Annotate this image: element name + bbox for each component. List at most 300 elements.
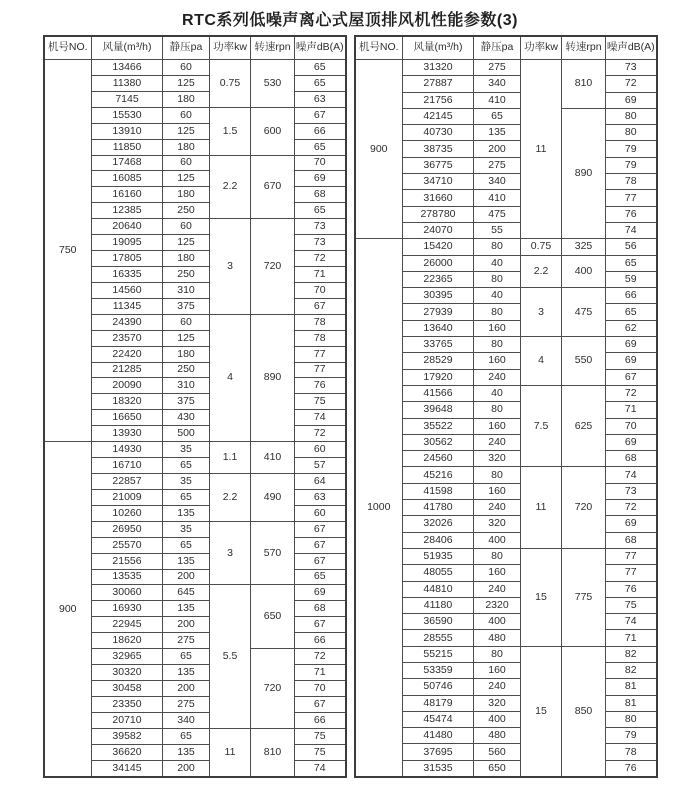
- noise-cell: 68: [295, 601, 346, 617]
- noise-cell: 67: [606, 369, 657, 385]
- static-pressure-cell: 135: [163, 665, 210, 681]
- static-pressure-cell: 310: [163, 378, 210, 394]
- static-pressure-cell: 35: [163, 442, 210, 458]
- col-header-machine-no: 机号NO.: [355, 36, 403, 60]
- air-volume-cell: 7145: [92, 91, 163, 107]
- power-cell: 2.2: [210, 155, 251, 219]
- power-cell: 0.75: [521, 239, 562, 255]
- noise-cell: 72: [295, 251, 346, 267]
- static-pressure-cell: 65: [163, 649, 210, 665]
- noise-cell: 74: [295, 760, 346, 777]
- col-header-speed: 转速rpn: [251, 36, 295, 60]
- speed-cell: 625: [562, 385, 606, 466]
- noise-cell: 65: [295, 569, 346, 585]
- power-cell: 11: [521, 60, 562, 239]
- noise-cell: 67: [295, 553, 346, 569]
- air-volume-cell: 13930: [92, 426, 163, 442]
- speed-cell: 850: [562, 646, 606, 777]
- noise-cell: 74: [606, 222, 657, 238]
- air-volume-cell: 41598: [403, 483, 474, 499]
- noise-cell: 69: [606, 516, 657, 532]
- speed-cell: 475: [562, 288, 606, 337]
- noise-cell: 73: [606, 483, 657, 499]
- noise-cell: 69: [606, 92, 657, 108]
- noise-cell: 65: [606, 255, 657, 271]
- speed-cell: 400: [562, 255, 606, 288]
- speed-cell: 720: [562, 467, 606, 548]
- air-volume-cell: 25570: [92, 537, 163, 553]
- static-pressure-cell: 410: [474, 92, 521, 108]
- air-volume-cell: 33765: [403, 337, 474, 353]
- table-row: [355, 239, 657, 255]
- static-pressure-cell: 180: [163, 139, 210, 155]
- static-pressure-cell: 135: [163, 553, 210, 569]
- static-pressure-cell: 80: [474, 646, 521, 662]
- static-pressure-cell: 475: [474, 206, 521, 222]
- static-pressure-cell: 125: [163, 75, 210, 91]
- air-volume-cell: 16930: [92, 601, 163, 617]
- table-body-left: [44, 60, 346, 778]
- air-volume-cell: 36775: [403, 157, 474, 173]
- noise-cell: 77: [295, 362, 346, 378]
- static-pressure-cell: 160: [474, 353, 521, 369]
- static-pressure-cell: 160: [474, 418, 521, 434]
- noise-cell: 69: [606, 353, 657, 369]
- static-pressure-cell: 160: [474, 662, 521, 678]
- static-pressure-cell: 180: [163, 91, 210, 107]
- static-pressure-cell: 410: [474, 190, 521, 206]
- static-pressure-cell: 180: [163, 346, 210, 362]
- static-pressure-cell: 275: [474, 60, 521, 76]
- static-pressure-cell: 480: [474, 728, 521, 744]
- air-volume-cell: 13535: [92, 569, 163, 585]
- header-row: [355, 36, 657, 60]
- col-header-power: 功率kw: [210, 36, 251, 60]
- power-cell: 5.5: [210, 585, 251, 728]
- noise-cell: 67: [295, 537, 346, 553]
- noise-cell: 78: [606, 744, 657, 760]
- air-volume-cell: 38735: [403, 141, 474, 157]
- air-volume-cell: 12385: [92, 203, 163, 219]
- noise-cell: 76: [295, 378, 346, 394]
- static-pressure-cell: 65: [163, 458, 210, 474]
- speed-cell: 670: [251, 155, 295, 219]
- noise-cell: 68: [295, 187, 346, 203]
- static-pressure-cell: 40: [474, 288, 521, 304]
- air-volume-cell: 30060: [92, 585, 163, 601]
- static-pressure-cell: 125: [163, 171, 210, 187]
- noise-cell: 65: [606, 304, 657, 320]
- air-volume-cell: 18320: [92, 394, 163, 410]
- col-header-static-pressure: 静压pa: [163, 36, 210, 60]
- air-volume-cell: 11850: [92, 139, 163, 155]
- static-pressure-cell: 320: [474, 695, 521, 711]
- static-pressure-cell: 35: [163, 473, 210, 489]
- air-volume-cell: 42145: [403, 108, 474, 124]
- air-volume-cell: 28406: [403, 532, 474, 548]
- speed-cell: 325: [562, 239, 606, 255]
- static-pressure-cell: 240: [474, 369, 521, 385]
- static-pressure-cell: 60: [163, 314, 210, 330]
- air-volume-cell: 16335: [92, 266, 163, 282]
- static-pressure-cell: 125: [163, 123, 210, 139]
- static-pressure-cell: 320: [474, 516, 521, 532]
- air-volume-cell: 278780: [403, 206, 474, 222]
- power-cell: 2.2: [210, 473, 251, 521]
- noise-cell: 80: [606, 108, 657, 124]
- noise-cell: 68: [606, 532, 657, 548]
- air-volume-cell: 39648: [403, 402, 474, 418]
- noise-cell: 72: [606, 76, 657, 92]
- noise-cell: 73: [606, 60, 657, 76]
- noise-cell: 65: [295, 75, 346, 91]
- air-volume-cell: 16650: [92, 410, 163, 426]
- noise-cell: 77: [295, 346, 346, 362]
- noise-cell: 67: [295, 107, 346, 123]
- air-volume-cell: 27887: [403, 76, 474, 92]
- col-header-power: 功率kw: [521, 36, 562, 60]
- static-pressure-cell: 160: [474, 565, 521, 581]
- machine-no-cell: 900: [355, 60, 403, 239]
- power-cell: 7.5: [521, 385, 562, 466]
- static-pressure-cell: 645: [163, 585, 210, 601]
- noise-cell: 70: [295, 282, 346, 298]
- static-pressure-cell: 500: [163, 426, 210, 442]
- static-pressure-cell: 200: [163, 760, 210, 777]
- air-volume-cell: 48179: [403, 695, 474, 711]
- speed-cell: 810: [251, 728, 295, 777]
- col-header-speed: 转速rpn: [562, 36, 606, 60]
- noise-cell: 81: [606, 679, 657, 695]
- noise-cell: 73: [295, 219, 346, 235]
- air-volume-cell: 48055: [403, 565, 474, 581]
- speed-cell: 775: [562, 548, 606, 646]
- air-volume-cell: 19095: [92, 235, 163, 251]
- noise-cell: 78: [295, 314, 346, 330]
- machine-no-cell: 1000: [355, 239, 403, 777]
- air-volume-cell: 41180: [403, 597, 474, 613]
- air-volume-cell: 11345: [92, 298, 163, 314]
- air-volume-cell: 23350: [92, 696, 163, 712]
- noise-cell: 80: [606, 711, 657, 727]
- speed-cell: 650: [251, 585, 295, 649]
- air-volume-cell: 55215: [403, 646, 474, 662]
- static-pressure-cell: 160: [474, 320, 521, 336]
- static-pressure-cell: 240: [474, 434, 521, 450]
- speed-cell: 530: [251, 60, 295, 108]
- speed-cell: 720: [251, 649, 295, 729]
- machine-no-cell: 900: [44, 442, 92, 777]
- air-volume-cell: 14930: [92, 442, 163, 458]
- air-volume-cell: 37695: [403, 744, 474, 760]
- air-volume-cell: 17920: [403, 369, 474, 385]
- static-pressure-cell: 340: [474, 76, 521, 92]
- performance-table-left: [43, 35, 347, 778]
- machine-no-cell: 750: [44, 60, 92, 442]
- air-volume-cell: 13640: [403, 320, 474, 336]
- air-volume-cell: 21556: [92, 553, 163, 569]
- air-volume-cell: 20640: [92, 219, 163, 235]
- table-row: [44, 60, 346, 76]
- air-volume-cell: 41780: [403, 500, 474, 516]
- air-volume-cell: 34710: [403, 174, 474, 190]
- static-pressure-cell: 65: [163, 537, 210, 553]
- static-pressure-cell: 80: [474, 239, 521, 255]
- air-volume-cell: 22857: [92, 473, 163, 489]
- power-cell: 11: [521, 467, 562, 548]
- air-volume-cell: 36590: [403, 614, 474, 630]
- static-pressure-cell: 65: [474, 108, 521, 124]
- static-pressure-cell: 60: [163, 107, 210, 123]
- static-pressure-cell: 240: [474, 500, 521, 516]
- air-volume-cell: 16160: [92, 187, 163, 203]
- air-volume-cell: 35522: [403, 418, 474, 434]
- noise-cell: 66: [606, 288, 657, 304]
- col-header-machine-no: 机号NO.: [44, 36, 92, 60]
- noise-cell: 75: [295, 728, 346, 744]
- noise-cell: 72: [606, 500, 657, 516]
- noise-cell: 78: [295, 330, 346, 346]
- air-volume-cell: 22945: [92, 617, 163, 633]
- noise-cell: 79: [606, 728, 657, 744]
- noise-cell: 63: [295, 91, 346, 107]
- power-cell: 15: [521, 548, 562, 646]
- noise-cell: 66: [295, 712, 346, 728]
- noise-cell: 71: [295, 266, 346, 282]
- noise-cell: 80: [606, 125, 657, 141]
- static-pressure-cell: 125: [163, 235, 210, 251]
- noise-cell: 79: [606, 157, 657, 173]
- power-cell: 11: [210, 728, 251, 777]
- static-pressure-cell: 275: [163, 633, 210, 649]
- air-volume-cell: 32026: [403, 516, 474, 532]
- noise-cell: 69: [606, 434, 657, 450]
- noise-cell: 64: [295, 473, 346, 489]
- air-volume-cell: 21009: [92, 489, 163, 505]
- static-pressure-cell: 200: [163, 617, 210, 633]
- table-row: [44, 442, 346, 458]
- noise-cell: 74: [606, 467, 657, 483]
- air-volume-cell: 16085: [92, 171, 163, 187]
- noise-cell: 81: [606, 695, 657, 711]
- noise-cell: 69: [295, 171, 346, 187]
- air-volume-cell: 27939: [403, 304, 474, 320]
- static-pressure-cell: 240: [474, 679, 521, 695]
- air-volume-cell: 17805: [92, 251, 163, 267]
- speed-cell: 810: [562, 60, 606, 109]
- noise-cell: 75: [606, 597, 657, 613]
- air-volume-cell: 31535: [403, 760, 474, 777]
- noise-cell: 70: [295, 155, 346, 171]
- speed-cell: 890: [251, 314, 295, 441]
- static-pressure-cell: 60: [163, 60, 210, 76]
- col-header-noise: 噪声dB(A): [295, 36, 346, 60]
- air-volume-cell: 30320: [92, 665, 163, 681]
- air-volume-cell: 20090: [92, 378, 163, 394]
- air-volume-cell: 16710: [92, 458, 163, 474]
- noise-cell: 67: [295, 617, 346, 633]
- noise-cell: 62: [606, 320, 657, 336]
- power-cell: 0.75: [210, 60, 251, 108]
- tables-container: [0, 35, 700, 778]
- noise-cell: 66: [295, 633, 346, 649]
- noise-cell: 60: [295, 505, 346, 521]
- static-pressure-cell: 400: [474, 711, 521, 727]
- static-pressure-cell: 80: [474, 337, 521, 353]
- power-cell: 3: [521, 288, 562, 337]
- air-volume-cell: 28555: [403, 630, 474, 646]
- static-pressure-cell: 180: [163, 187, 210, 203]
- air-volume-cell: 11380: [92, 75, 163, 91]
- air-volume-cell: 30395: [403, 288, 474, 304]
- static-pressure-cell: 400: [474, 532, 521, 548]
- air-volume-cell: 15530: [92, 107, 163, 123]
- noise-cell: 69: [606, 337, 657, 353]
- noise-cell: 67: [295, 521, 346, 537]
- performance-table-right: [354, 35, 658, 778]
- static-pressure-cell: 35: [163, 521, 210, 537]
- air-volume-cell: 31320: [403, 60, 474, 76]
- noise-cell: 72: [295, 649, 346, 665]
- noise-cell: 76: [606, 760, 657, 777]
- air-volume-cell: 26950: [92, 521, 163, 537]
- air-volume-cell: 40730: [403, 125, 474, 141]
- power-cell: 4: [210, 314, 251, 441]
- static-pressure-cell: 275: [163, 696, 210, 712]
- noise-cell: 77: [606, 548, 657, 564]
- static-pressure-cell: 250: [163, 266, 210, 282]
- air-volume-cell: 23570: [92, 330, 163, 346]
- static-pressure-cell: 135: [163, 601, 210, 617]
- table-row: [355, 60, 657, 76]
- col-header-air-volume: 风量(m³/h): [92, 36, 163, 60]
- noise-cell: 74: [606, 614, 657, 630]
- static-pressure-cell: 400: [474, 614, 521, 630]
- noise-cell: 67: [295, 298, 346, 314]
- static-pressure-cell: 125: [163, 330, 210, 346]
- air-volume-cell: 22420: [92, 346, 163, 362]
- air-volume-cell: 45216: [403, 467, 474, 483]
- power-cell: 2.2: [521, 255, 562, 288]
- col-header-static-pressure: 静压pa: [474, 36, 521, 60]
- static-pressure-cell: 340: [474, 174, 521, 190]
- air-volume-cell: 24390: [92, 314, 163, 330]
- air-volume-cell: 21756: [403, 92, 474, 108]
- static-pressure-cell: 650: [474, 760, 521, 777]
- air-volume-cell: 32965: [92, 649, 163, 665]
- noise-cell: 76: [606, 206, 657, 222]
- power-cell: 3: [210, 521, 251, 585]
- noise-cell: 68: [606, 451, 657, 467]
- air-volume-cell: 53359: [403, 662, 474, 678]
- static-pressure-cell: 430: [163, 410, 210, 426]
- air-volume-cell: 17468: [92, 155, 163, 171]
- air-volume-cell: 50746: [403, 679, 474, 695]
- speed-cell: 570: [251, 521, 295, 585]
- noise-cell: 71: [606, 402, 657, 418]
- noise-cell: 75: [295, 394, 346, 410]
- power-cell: 15: [521, 646, 562, 777]
- speed-cell: 410: [251, 442, 295, 474]
- air-volume-cell: 22365: [403, 271, 474, 287]
- air-volume-cell: 30562: [403, 434, 474, 450]
- static-pressure-cell: 160: [474, 483, 521, 499]
- static-pressure-cell: 80: [474, 304, 521, 320]
- static-pressure-cell: 55: [474, 222, 521, 238]
- static-pressure-cell: 40: [474, 385, 521, 401]
- air-volume-cell: 41480: [403, 728, 474, 744]
- static-pressure-cell: 135: [163, 505, 210, 521]
- header-row: [44, 36, 346, 60]
- static-pressure-cell: 240: [474, 581, 521, 597]
- static-pressure-cell: 80: [474, 402, 521, 418]
- air-volume-cell: 44810: [403, 581, 474, 597]
- air-volume-cell: 34145: [92, 760, 163, 777]
- static-pressure-cell: 320: [474, 451, 521, 467]
- noise-cell: 77: [606, 190, 657, 206]
- noise-cell: 63: [295, 489, 346, 505]
- air-volume-cell: 30458: [92, 680, 163, 696]
- noise-cell: 56: [606, 239, 657, 255]
- noise-cell: 60: [295, 442, 346, 458]
- noise-cell: 75: [295, 744, 346, 760]
- air-volume-cell: 31660: [403, 190, 474, 206]
- noise-cell: 71: [606, 630, 657, 646]
- air-volume-cell: 51935: [403, 548, 474, 564]
- static-pressure-cell: 480: [474, 630, 521, 646]
- air-volume-cell: 24560: [403, 451, 474, 467]
- noise-cell: 65: [295, 139, 346, 155]
- noise-cell: 67: [295, 696, 346, 712]
- noise-cell: 74: [295, 410, 346, 426]
- air-volume-cell: 13910: [92, 123, 163, 139]
- noise-cell: 73: [295, 235, 346, 251]
- static-pressure-cell: 340: [163, 712, 210, 728]
- static-pressure-cell: 80: [474, 548, 521, 564]
- noise-cell: 69: [295, 585, 346, 601]
- col-header-noise: 噪声dB(A): [606, 36, 657, 60]
- noise-cell: 65: [295, 203, 346, 219]
- noise-cell: 70: [295, 680, 346, 696]
- static-pressure-cell: 250: [163, 362, 210, 378]
- static-pressure-cell: 2320: [474, 597, 521, 613]
- air-volume-cell: 45474: [403, 711, 474, 727]
- noise-cell: 82: [606, 646, 657, 662]
- noise-cell: 57: [295, 458, 346, 474]
- noise-cell: 78: [606, 174, 657, 190]
- static-pressure-cell: 200: [474, 141, 521, 157]
- speed-cell: 550: [562, 337, 606, 386]
- static-pressure-cell: 135: [163, 744, 210, 760]
- noise-cell: 71: [295, 665, 346, 681]
- static-pressure-cell: 375: [163, 298, 210, 314]
- table-body-right: [355, 60, 657, 778]
- page-title: RTC系列低噪声离心式屋顶排风机性能参数(3): [182, 12, 518, 29]
- air-volume-cell: 41566: [403, 385, 474, 401]
- air-volume-cell: 10260: [92, 505, 163, 521]
- air-volume-cell: 28529: [403, 353, 474, 369]
- power-cell: 1.5: [210, 107, 251, 155]
- static-pressure-cell: 40: [474, 255, 521, 271]
- power-cell: 4: [521, 337, 562, 386]
- static-pressure-cell: 250: [163, 203, 210, 219]
- air-volume-cell: 18620: [92, 633, 163, 649]
- static-pressure-cell: 180: [163, 251, 210, 267]
- static-pressure-cell: 275: [474, 157, 521, 173]
- air-volume-cell: 24070: [403, 222, 474, 238]
- air-volume-cell: 15420: [403, 239, 474, 255]
- col-header-air-volume: 风量(m³/h): [403, 36, 474, 60]
